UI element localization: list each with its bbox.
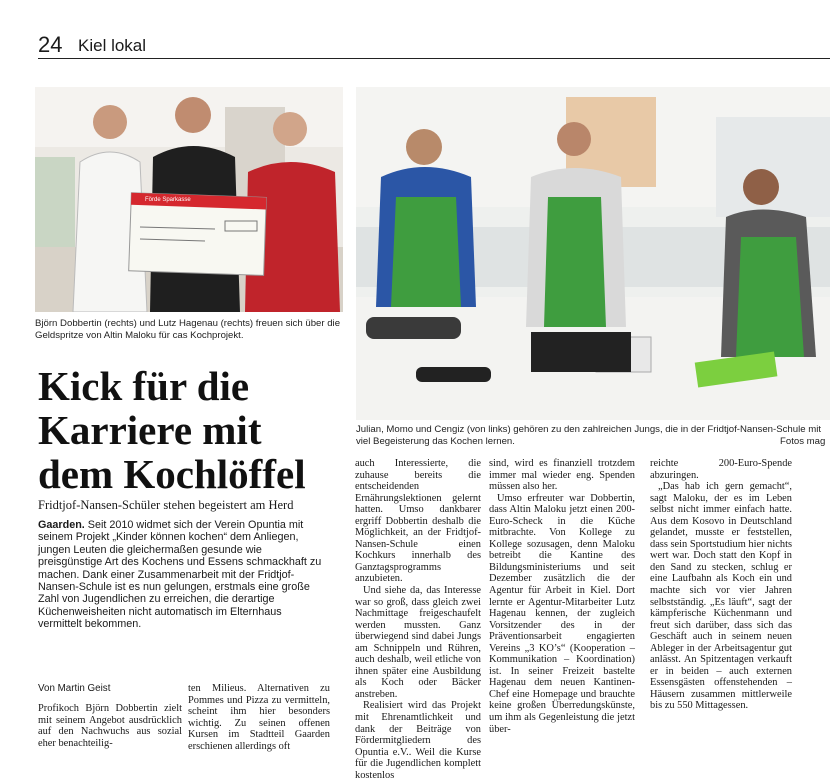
article-subheadline: Fridtjof-Nansen-Schüler stehen begeistert am Herd: [38, 498, 294, 512]
section-title: Kiel lokal: [78, 36, 147, 55]
article-column-1: [38, 703, 182, 749]
page-number: 24: [38, 32, 63, 57]
page-header: [38, 30, 830, 59]
article-column-2: [188, 683, 330, 752]
col3-paragraph-2: Und siehe da, das Interesse war so groß, dass gleich zwei Nachmittage freigeschaufelt werden mussten. Ganz überwiegend sind dabei Jungs am Schnippeln und Rühren, auch deshalb, weil etliche von ihnen später eine Ausbildung als Koch oder Bäcker anstreben.: [355, 585, 481, 700]
col5-paragraph-2: „Das hab ich gern gemacht“, sagt Maloku, der es im Leben selbst nicht immer einfach hatte. Aus dem Kosovo in Deutschland gelandet, musste er feststellen, dass sein Sportstudium hier nichts wert war. Doch statt den Kopf in den Sand zu stecken, schlug er eine Laufbahn als Koch ein und machte sich vor vier Jahren selbstständig. „Es läuft“, sagt der kämpferische Küchenmann und freut sich darüber, dass sich das Geschäft auch in seinem neuen Ableger in der Arbeitsagentur gut anlässt. An Spitzentagen verkauft er in beiden – auch externen Essensgästen offenstehenden – Häusern zusammen mittlerweile bis zu 550 Mittagessen.: [650, 481, 792, 712]
cheque-bank-label: Förde Sparkasse: [145, 197, 191, 203]
col4-paragraph-2: Umso erfreuter war Dobbertin, dass Altin Maloku jetzt einen 200-Euro-Scheck in die Küche mitbrachte. Von Kollege zu Kollege sozusagen, denn Maloku betreibt die Kantine des Bildungsministeriums und seit Dezember zusätzlich die der Agentur für Arbeit in Kiel. Dort lernte er Agentur-Mitarbeiter Lutz Hagenau kennen, der zugleich Vorsitzender des in der Präventionsarbeit engagierten Vereins „3 KO’s“ (Kooperation – Kommunikation – Koordination) ist. In seiner Freizeit bastelte Hagenau dem neuen Kantinen-Chef eine Homepage und brauchte keine großen Überredungskünste, um ihm als Gegenleistung die jetzt über-: [489, 492, 635, 735]
col3-paragraph-3: Realisiert wird das Projekt mit Ehrenamtlichkeit und dank der Beiträge von Fördermitgliedern des Opuntia e.V.. Weil die Kurse für die Jugendlichen komplett kostenlos: [355, 700, 481, 781]
article-column-5: [650, 458, 792, 712]
headline-line-1: Kick für die: [38, 363, 250, 409]
article-headline: [38, 364, 338, 496]
headline-line-2: Karriere mit: [38, 407, 262, 453]
headline-line-3: dem Kochlöffel: [38, 451, 306, 497]
col2-paragraph-1: ten Milieus. Alternativen zu Pommes und Pizza zu vermitteln, scheint ihm hier besonders wichtig. Zu seinen offenen Kursen im Stadtteil Gaarden erschienen allerdings oft: [188, 683, 330, 752]
col4-paragraph-1: sind, wird es finanziell trotzdem immer mal wieder eng. Spenden müssen also her.: [489, 458, 635, 493]
photo-left-caption: Björn Dobbertin (rechts) und Lutz Hagenau (rechts) freuen sich über die Geldspritze von Altin Maloku für cas Kochprojekt.: [35, 318, 341, 341]
photo-kitchen-students: [356, 87, 830, 420]
col5-paragraph-1: reichte 200-Euro-Spende abzuringen.: [650, 458, 792, 481]
lead-text: Seit 2010 widmet sich der Verein Opuntia mit seinem Projekt „Kinder können kochen“ dem Anliegen, jungen Leuten die gleichermaßen gesunde wie preisgünstige Art des Kochens und Essens schmackhaft zu machen. Dank einer Zusammenarbeit mit der Fridtjof-Nansen-Schule ist es nun gelungen, erstmals eine große Zahl von Jugendlichen zu erreichen, die derartige Küchenweisheiten nicht automatisch im Elternhaus vermittelt bekommen.: [38, 519, 322, 631]
col3-paragraph-1: auch Interessierte, die zuhause bereits die entscheidenden Ernährungslektionen gelernt hatten. Umso dankbarer ergriff Dobbertin deshalb die Möglichkeit, an der Fridtjof-Nansen-Schule einen Kochkurs innerhalb des Ganztagsprogramms anzubieten.: [355, 458, 481, 585]
photo-cheque-handover: [35, 87, 343, 312]
lead-dateline: Gaarden.: [38, 519, 85, 531]
article-byline: Von Martin Geist: [38, 683, 111, 694]
article-lead: [38, 519, 322, 631]
article-column-3: [355, 458, 481, 781]
photo-right-caption: Julian, Momo und Cengiz (von links) gehören zu den zahlreichen Jungs, die in der Fridtjof-Nansen-Schule mit viel Begeisterung das Kochen lernen.: [356, 424, 822, 447]
photo-credit: Fotos mag: [780, 436, 826, 447]
col1-paragraph-1: Profikoch Björn Dobbertin zielt mit seinem Angebot ausdrücklich auf den Nachwuchs aus sozial eher benachteilig-: [38, 703, 182, 749]
article-column-4: [489, 458, 635, 735]
